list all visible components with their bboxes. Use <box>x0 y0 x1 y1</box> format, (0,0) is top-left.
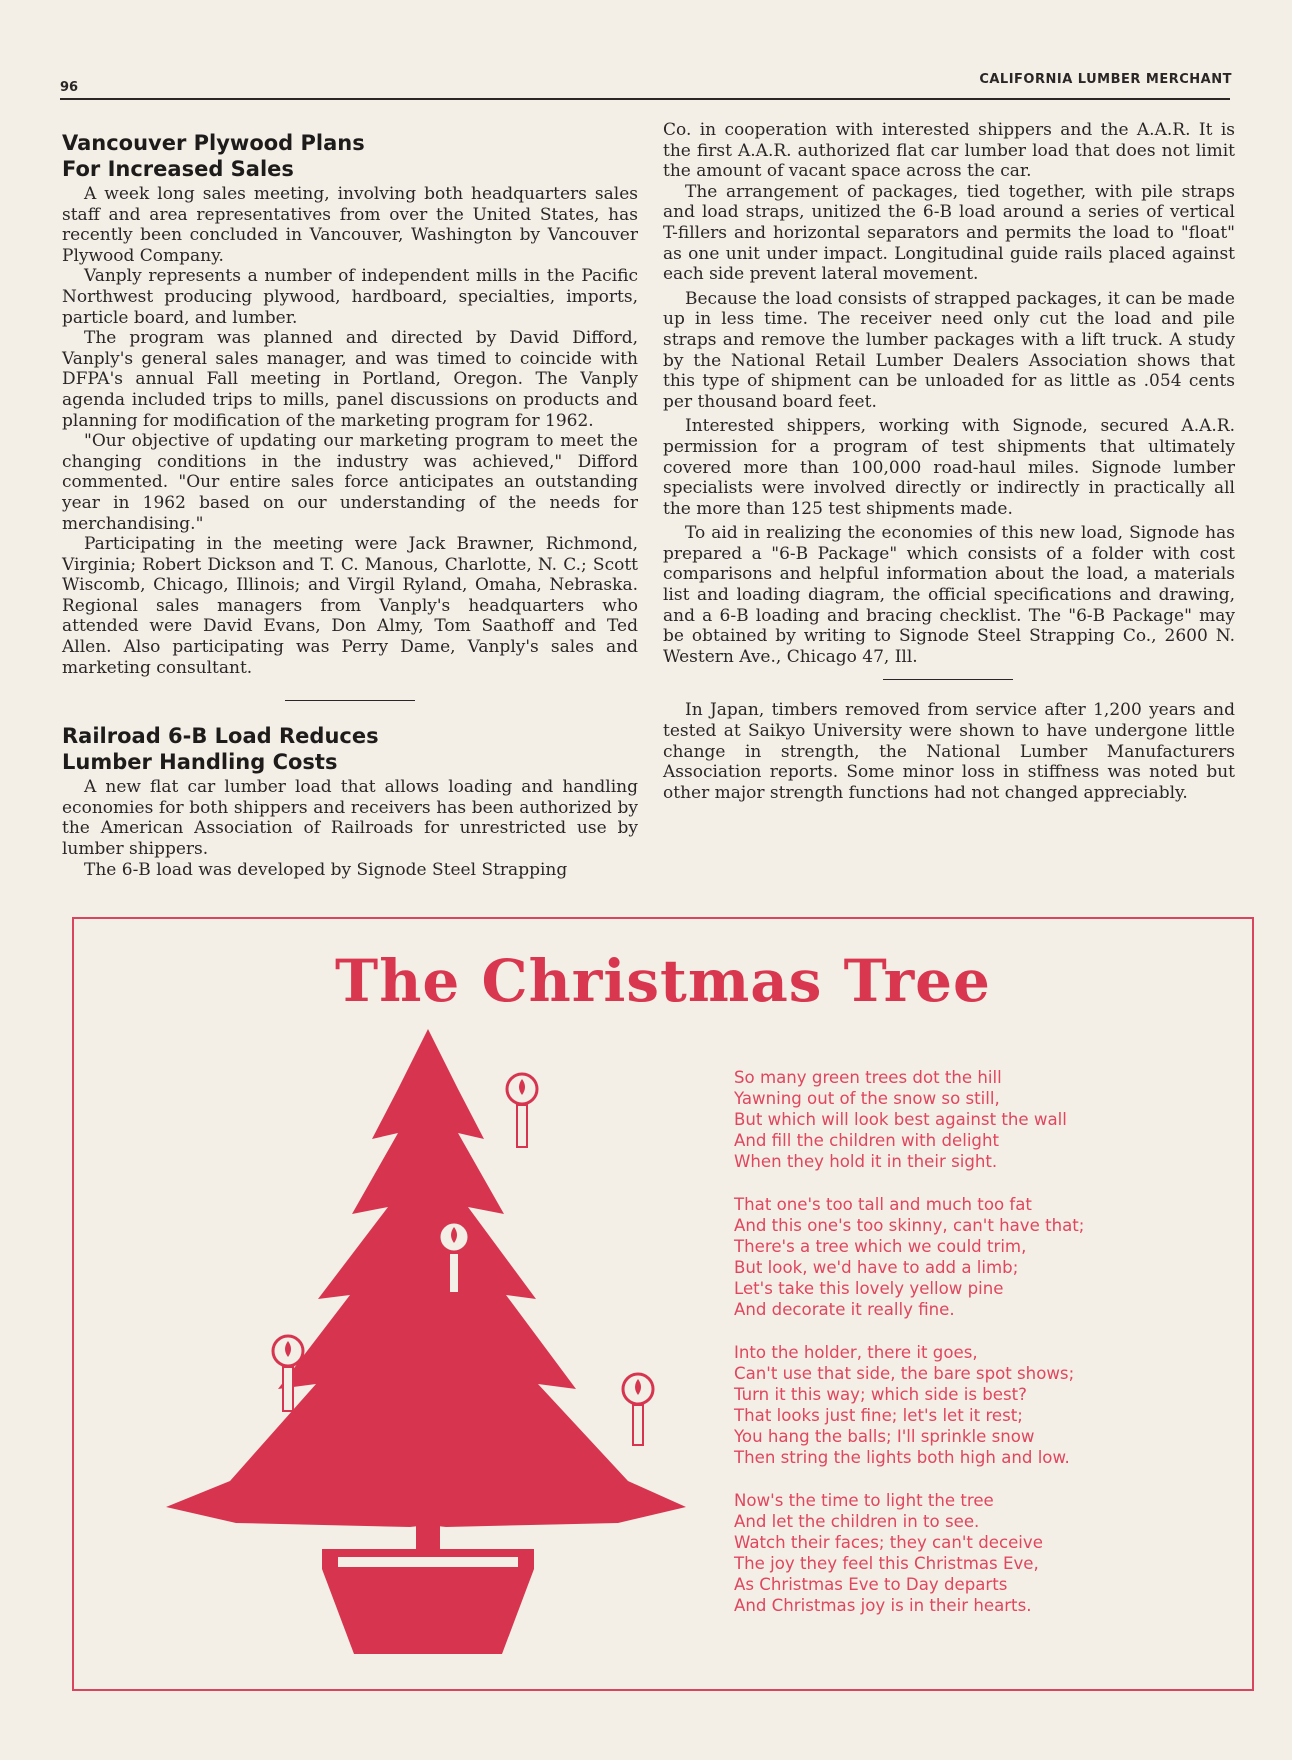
poem-line: You hang the balls; I'll sprinkle snow <box>734 1427 1035 1446</box>
poem-line: And Christmas joy is in their hearts. <box>734 1596 1032 1615</box>
article2-paragraph: A new flat car lumber load that allows loading and handling economies for both shippers and receivers has been authorized by the American Association of Railroads for unrestricted use by lumber shippers. <box>62 777 638 860</box>
article2-paragraph: The 6-B load was developed by Signode Steel Strapping <box>84 859 568 880</box>
article2-headline-line1: Railroad 6-B Load Reduces <box>62 724 379 749</box>
article1-headline <box>62 130 638 182</box>
poem-title: The Christmas Tree <box>335 947 991 1015</box>
poem-line: The joy they feel this Christmas Eve, <box>734 1554 1039 1573</box>
poem-stanza <box>734 1067 1194 1172</box>
poem-line: And decorate it really fine. <box>734 1300 955 1319</box>
article2-paragraph: The arrangement of packages, tied together, with pile straps and load straps, unitized the 6-B load around a series of vertical T-fillers and horizontal separators and permits the load to "float" as one unit under impact. Longitudinal guide rails placed against each side prevent lateral movement. <box>663 181 1235 285</box>
article2-paragraph: Interested shippers, working with Signode, secured A.A.R. permission for a program of test shipments that ultimately covered more than 100,000 road-haul miles. Signode lumber specialists were involved directly or indirectly in practically all the more than 125 test shipments made. <box>663 416 1235 519</box>
page-number: 96 <box>60 80 79 95</box>
article2-headline-line2: Lumber Handling Costs <box>62 750 338 775</box>
poem-stanza <box>734 1194 1194 1320</box>
article1-paragraph: Vanply represents a number of independent mills in the Pacific Northwest producing plywood, hardboard, specialties, imports, particle board, and lumber. <box>62 266 638 328</box>
christmas-tree-feature <box>72 917 1254 1691</box>
article1-headline-line2: For Increased Sales <box>62 157 294 181</box>
poem-line: That looks just fine; let's let it rest; <box>734 1406 1023 1425</box>
section-divider <box>883 679 1013 680</box>
poem-line: That one's too tall and much too fat <box>734 1195 1032 1214</box>
article1-paragraph: The program was planned and directed by David Difford, Vanply's general sales manager, and was timed to coincide with DFPA's annual Fall meeting in Portland, Oregon. The Vanply agenda included trips to mills, panel discussions on products and planning for modification of the marketing program for 1962. <box>62 328 638 431</box>
poem-line: Yawning out of the snow so still, <box>734 1089 1000 1108</box>
poem-stanza <box>734 1490 1194 1616</box>
running-head: CALIFORNIA LUMBER MERCHANT <box>979 72 1232 87</box>
article1-headline-line1: Vancouver Plywood Plans <box>62 131 365 155</box>
poem-line: So many green trees dot the hill <box>734 1068 1002 1087</box>
poem-line: And this one's too skinny, can't have that; <box>734 1216 1085 1235</box>
poem-line: Into the holder, there it goes, <box>734 1343 978 1362</box>
brief-paragraph: In Japan, timbers removed from service after 1,200 years and tested at Saikyo University were shown to have undergone little change in strength, the National Lumber Manufacturers Association reports. Some minor loss in stiffness was noted but other major strength functions had not changed appreciably. <box>663 700 1235 803</box>
christmas-tree-illustration <box>166 1029 686 1659</box>
poem-line: Can't use that side, the bare spot shows; <box>734 1364 1075 1383</box>
poem-text <box>734 1067 1194 1638</box>
poem-line: Watch their faces; they can't deceive <box>734 1533 1043 1552</box>
candle-icon <box>507 1074 537 1147</box>
article1-paragraph: Participating in the meeting were Jack Brawner, Richmond, Virginia; Robert Dickson and T. C. Manous, Charlotte, N. C.; Scott Wiscomb, Chicago, Illinois; and Virgil Ryland, Omaha, Nebraska. Regional sales managers from Vanply's headquarters who attended were David Evans, Don Almy, Tom Saathoff and Ted Allen. Also participating was Perry Dame, Vanply's sales and marketing consultant. <box>62 534 638 678</box>
poem-line: Now's the time to light the tree <box>734 1491 994 1510</box>
header-rule <box>60 98 1230 100</box>
candle-icon <box>623 1374 653 1445</box>
article2-paragraph: Because the load consists of strapped packages, it can be made up in less time. The receiver need only cut the load and pile straps and remove the lumber packages with a lift truck. A study by the National Retail Lumber Dealers Association shows that this type of shipment can be unloaded for as little as .054 cents per thousand board feet. <box>663 288 1235 412</box>
poem-line: There's a tree which we could trim, <box>734 1237 1027 1256</box>
poem-line: But look, we'd have to add a limb; <box>734 1258 1019 1277</box>
article1-paragraph: A week long sales meeting, involving both headquarters sales staff and area representatives from over the United States, has recently been concluded in Vancouver, Washington by Vancouver Plywood Company. <box>62 184 638 266</box>
poem-line: And let the children in to see. <box>734 1512 980 1531</box>
right-column <box>663 120 1235 803</box>
section-divider <box>285 700 415 701</box>
poem-line: Let's take this lovely yellow pine <box>734 1279 1004 1298</box>
article2-paragraph: To aid in realizing the economies of this new load, Signode has prepared a "6-B Package" which consists of a folder with cost comparisons and helpful information about the load, a materials list and loading diagram, the official specifications and drawing, and a 6-B loading and bracing checklist. The "6-B Package" may be obtained by writing to Signode Steel Strapping Co., 2600 N. Western Ave., Chicago 47, Ill. <box>663 523 1235 667</box>
left-column <box>62 120 638 880</box>
poem-line: And fill the children with delight <box>734 1131 999 1150</box>
poem-stanza <box>734 1342 1194 1468</box>
article2-headline <box>62 723 638 775</box>
poem-line: But which will look best against the wall <box>734 1110 1067 1129</box>
poem-line: When they hold it in their sight. <box>734 1152 998 1171</box>
poem-line: As Christmas Eve to Day departs <box>734 1575 1008 1594</box>
article1-paragraph: "Our objective of updating our marketing program to meet the changing conditions in the industry was achieved," Difford commented. "Our entire sales force anticipates an outstanding year in 1962 based on our understanding of the needs for merchandising." <box>62 431 638 534</box>
poem-line: Turn it this way; which side is best? <box>734 1385 1027 1404</box>
poem-line: Then string the lights both high and low. <box>734 1448 1070 1467</box>
article2-continuation: Co. in cooperation with interested shippers and the A.A.R. It is the first A.A.R. authorized flat car lumber load that does not limit the amount of vacant space across the car. <box>663 120 1235 182</box>
